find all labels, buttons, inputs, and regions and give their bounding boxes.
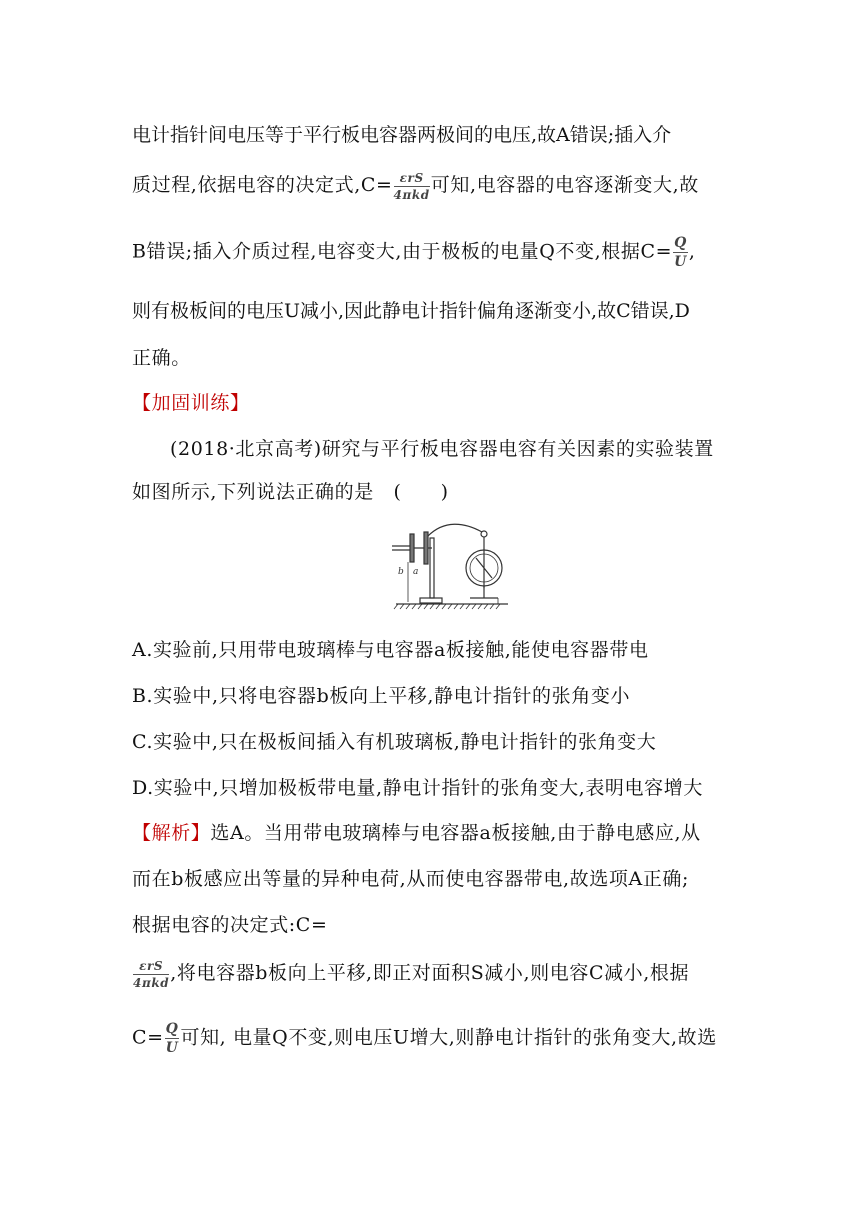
analysis-line3: 根据电容的决定式:C= (132, 914, 328, 936)
formula-numerator: εrS (133, 960, 169, 975)
para1-line4: 则有极板间的电压U减小,因此静电计指针偏角逐渐变小,故C错误,D (132, 300, 690, 322)
option-b: B.实验中,只将电容器b板向上平移,静电计指针的张角变小 (132, 685, 631, 707)
formula-denominator: U (165, 1040, 179, 1056)
para1-line2 (132, 170, 699, 201)
para1-line3-text-b: , (688, 240, 696, 263)
formula-numerator: Q (674, 235, 687, 251)
para1-line1: 电计指针间电压等于平行板电容器两极间的电压,故A错误;插入介 (132, 124, 672, 146)
formula-numerator: Q (165, 1021, 179, 1037)
q-over-u-formula (673, 236, 688, 269)
figure-label-b: b (398, 567, 404, 577)
option-c: C.实验中,只在极板间插入有机玻璃板,静电计指针的张角变大 (132, 731, 657, 753)
electroscope-needle (476, 548, 492, 588)
analysis-line5-text-b: 可知, 电量Q不变,则电压U增大,则静电计指针的张角变大,故选 (180, 1026, 717, 1049)
option-d: D.实验中,只增加极板带电量,静电计指针的张角变大,表明电容增大 (132, 777, 703, 799)
q-over-u-formula (165, 1022, 180, 1055)
capacitance-formula (394, 172, 430, 201)
analysis-line1 (132, 818, 701, 845)
para1-line3 (132, 236, 696, 269)
analysis-tag: 【解析】 (132, 822, 211, 844)
question-line2: 如图所示,下列说法正确的是 ( ) (132, 481, 449, 503)
plate-a (424, 532, 428, 564)
para1-line2-text-a: 质过程,依据电容的决定式,C= (132, 174, 393, 196)
question-line1: (2018·北京高考)研究与平行板电容器电容有关因素的实验装置 (170, 438, 714, 460)
section-title: 【加固训练】 (132, 392, 250, 414)
para1-line3-text-a: B错误;插入介质过程,电容变大,由于极板的电量Q不变,根据C= (132, 240, 673, 263)
capacitor-experiment-figure (384, 518, 514, 610)
plate-b (410, 534, 414, 562)
insulating-handle (392, 546, 410, 550)
wire (428, 524, 482, 536)
analysis-line1-text: 选A。当用带电玻璃棒与电容器a板接触,由于静电感应,从 (210, 822, 701, 844)
formula-numerator: εrS (394, 172, 430, 187)
para1-line2-text-b: 可知,电容器的电容逐渐变大,故 (430, 174, 699, 196)
electroscope-foot (470, 586, 498, 598)
formula-denominator: U (674, 254, 687, 270)
figure-label-a: a (413, 567, 419, 577)
para1-line5: 正确。 (132, 347, 191, 369)
analysis-line5-text-a: C= (132, 1026, 164, 1049)
stand-base (420, 598, 442, 603)
electroscope-top (481, 531, 487, 537)
analysis-line4-text: ,将电容器b板向上平移,即正对面积S减小,则电容C减小,根据 (170, 962, 690, 984)
capacitance-formula (133, 960, 169, 989)
stand-rod (430, 538, 434, 598)
formula-denominator: 4πkd (133, 975, 170, 990)
option-a: A.实验前,只用带电玻璃棒与电容器a板接触,能使电容器带电 (132, 639, 649, 661)
analysis-line5 (132, 1022, 717, 1055)
analysis-line2: 而在b板感应出等量的异种电荷,从而使电容器带电,故选项A正确; (132, 868, 689, 890)
analysis-line4 (132, 958, 689, 989)
formula-denominator: 4πkd (393, 187, 430, 202)
ground-hatch (394, 604, 500, 609)
